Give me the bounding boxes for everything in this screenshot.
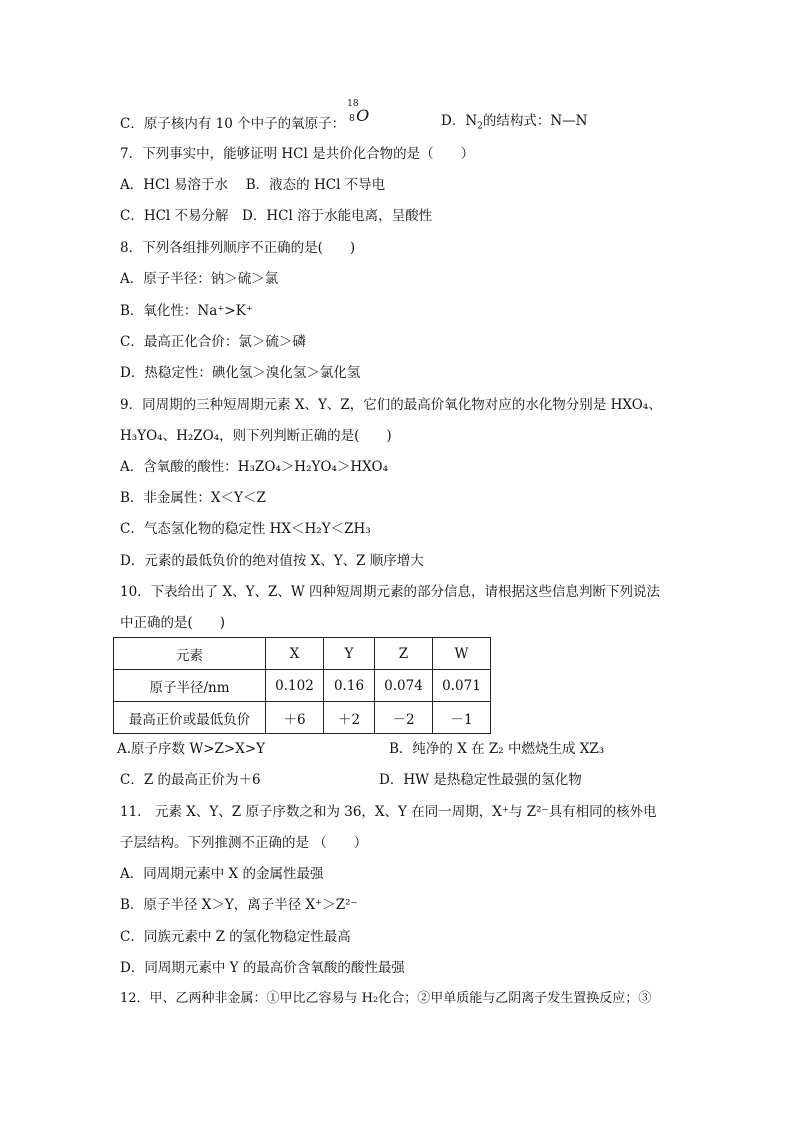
mass-number: 18 <box>347 99 359 109</box>
table-header-cell: Y <box>324 638 375 670</box>
table-header-cell: Z <box>375 638 433 670</box>
q11-option-c: C．同族元素中 Z 的氢化物稳定性最高 <box>120 929 351 945</box>
q11-option-b: B．原子半径 X＞Y，离子半径 X⁺＞Z²⁻ <box>120 897 358 913</box>
q6-option-d-sub: 2 <box>477 121 483 132</box>
q11-option-d: D．同周期元素中 Y 的最高价含氧酸的酸性最强 <box>120 960 405 976</box>
q9-stem-line2: H₃YO₄、H₂ZO₄，则下列判断正确的是( ) <box>120 428 392 444</box>
q8-stem: 8．下列各组排列顺序不正确的是( ) <box>120 240 356 256</box>
table-cell: 0.16 <box>324 670 375 702</box>
q6-option-c-text: C．原子核内有 10 个中子的氧原子： <box>120 116 346 132</box>
table-header-cell: W <box>433 638 491 670</box>
table-row <box>114 670 491 702</box>
q8-option-d: D．热稳定性：碘化氢＞溴化氢＞氯化氢 <box>120 365 361 381</box>
q10-option-c: C．Z 的最高正价为＋6 <box>120 772 261 788</box>
q6-option-c <box>120 99 373 133</box>
q11-option-a: A．同周期元素中 X 的金属性最强 <box>120 866 324 882</box>
table-cell: 原子半径/nm <box>114 670 266 702</box>
q8-option-a: A．原子半径：钠＞硫＞氯 <box>120 271 279 287</box>
table-cell: 0.071 <box>433 670 491 702</box>
q9-stem-line1: 9．同周期的三种短周期元素 X、Y、Z，它们的最高价氧化物对应的水化物分别是 HXO₄、 <box>120 397 662 413</box>
q7-stem: 7．下列事实中，能够证明 HCl 是共价化合物的是（ ） <box>120 146 475 162</box>
element-info-table <box>113 637 491 734</box>
q6-option-d <box>441 112 588 130</box>
oxygen-18-isotope <box>345 99 373 130</box>
q10-option-a: A.原子序数 W>Z>X>Y <box>117 741 266 757</box>
table-cell: 0.102 <box>266 670 324 702</box>
table-row <box>114 702 491 734</box>
q9-option-d: D．元素的最低负价的绝对值按 X、Y、Z 顺序增大 <box>120 553 424 569</box>
element-symbol: O <box>356 106 370 125</box>
q10-option-d: D．HW 是热稳定性最强的氢化物 <box>379 772 582 788</box>
q10-stem-line1: 10．下表给出了 X、Y、Z、W 四种短周期元素的部分信息，请根据这些信息判断下列说法 <box>120 584 661 600</box>
table-cell: －2 <box>375 702 433 734</box>
q10-option-b: B．纯净的 X 在 Z₂ 中燃烧生成 XZ₃ <box>389 741 605 757</box>
table-header-row <box>114 638 491 670</box>
q6-option-d-prefix: D．N <box>441 113 478 129</box>
q12-stem-line1: 12．甲、乙两种非金属：①甲比乙容易与 H₂化合；②甲单质能与乙阴离子发生置换反应；③ <box>120 991 652 1006</box>
q9-option-a: A．含氧酸的酸性：H₃ZO₄＞H₂YO₄＞HXO₄ <box>120 459 388 475</box>
q8-option-c: C．最高正化合价：氯＞硫＞磷 <box>120 334 306 350</box>
q8-option-b: B．氧化性：Na⁺>K⁺ <box>120 303 253 319</box>
table-cell: 0.074 <box>375 670 433 702</box>
table-cell: ＋6 <box>266 702 324 734</box>
q10-stem-line2: 中正确的是( ) <box>120 615 226 631</box>
table-cell: ＋2 <box>324 702 375 734</box>
table-cell: －1 <box>433 702 491 734</box>
atomic-number: 8 <box>349 114 355 124</box>
q6-option-d-suffix: 的结构式：N—N <box>482 113 588 129</box>
table-header-cell: X <box>266 638 324 670</box>
q9-option-c: C．气态氢化物的稳定性 HX＜H₂Y＜ZH₃ <box>120 521 371 537</box>
q7-options-ab: A．HCl 易溶于水 B．液态的 HCl 不导电 <box>120 177 386 193</box>
q11-stem-line2: 子层结构。下列推测不正确的是 （ ） <box>120 835 368 851</box>
table-header-cell: 元素 <box>114 638 266 670</box>
q9-option-b: B．非金属性：X＜Y＜Z <box>120 490 266 506</box>
table-cell: 最高正价或最低负价 <box>114 702 266 734</box>
q11-stem-line1: 11． 元素 X、Y、Z 原子序数之和为 36，X、Y 在同一周期，X⁺与 Z²⁻具有相同的核外电 <box>120 804 657 820</box>
q7-options-cd: C．HCl 不易分解 D．HCl 溶于水能电离，呈酸性 <box>120 208 433 224</box>
